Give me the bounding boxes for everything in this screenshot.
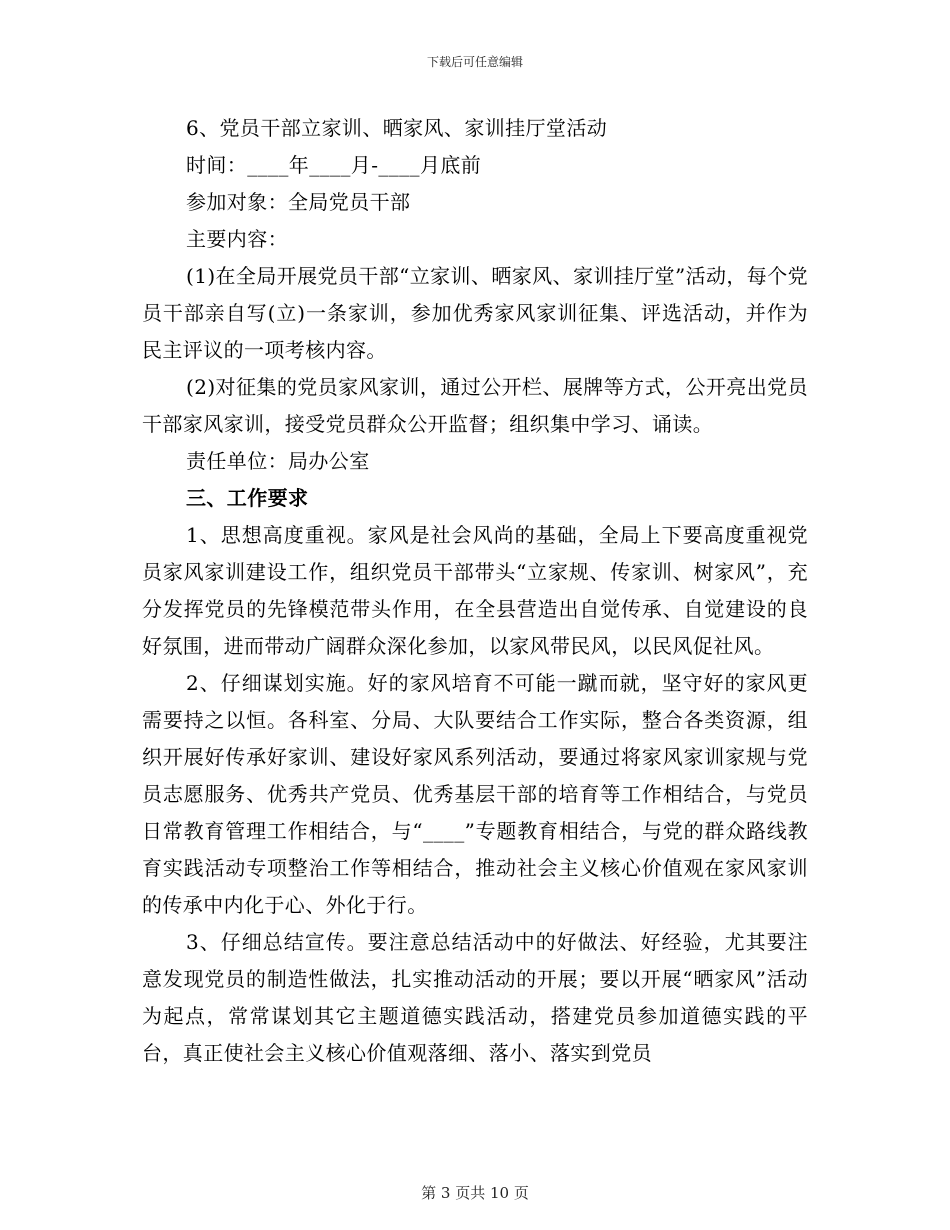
paragraph-participants: 参加对象：全局党员干部 xyxy=(186,190,411,214)
paragraph-content-item-1: (1)在全局开展党员干部“立家训、晒家风、家训挂厅堂”活动，每个党员干部亲自写(立)一条家训，参加优秀家风家训征集、评选活动，并作为民主评议的一项考核内容。 xyxy=(142,264,808,362)
paragraph-content-item-2: (2)对征集的党员家风家训，通过公开栏、展牌等方式，公开亮出党员干部家风家训，接受党员群众公开监督；组织集中学习、诵读。 xyxy=(142,375,808,436)
paragraph-responsible-unit: 责任单位：局办公室 xyxy=(186,449,370,473)
page-header-note: 下载后可任意编辑 xyxy=(426,55,523,69)
section-heading-work-requirements: 三、工作要求 xyxy=(186,486,309,510)
paragraph-time: 时间：____年____月-____月底前 xyxy=(186,153,482,177)
paragraph-activity-title: 6、党员干部立家训、晒家风、家训挂厅堂活动 xyxy=(186,116,608,140)
paragraph-requirement-2: 2、仔细谋划实施。好的家风培育不可能一蹴而就，坚守好的家风更需要持之以恒。各科室、分局、大队要结合工作实际，整合各类资源，组织开展好传承好家训、建设好家风系列活动，要通过将家风家训家规与党员志愿服务、优秀共产党员、优秀基层干部的培育等工作相结合，与党员日常教育管理工作相结合，与“____”专题教育相结合，与党的群众路线教育实践活动专项整治工作等相结合，推动社会主义核心价值观在家风家训的传承中内化于心、外化于行。 xyxy=(142,671,808,917)
page-footer-page-number: 第 3 页共 10 页 xyxy=(421,1184,529,1202)
document-body xyxy=(142,110,808,1072)
paragraph-requirement-1: 1、思想高度重视。家风是社会风尚的基础，全局上下要高度重视党员家风家训建设工作，组织党员干部带头“立家规、传家训、树家风”，充分发挥党员的先锋模范带头作用，在全县营造出自觉传承、自觉建设的良好氛围，进而带动广阔群众深化参加，以家风带民风，以民风促社风。 xyxy=(142,523,808,658)
paragraph-requirement-3: 3、仔细总结宣传。要注意总结活动中的好做法、好经验，尤其要注意发现党员的制造性做法，扎实推动活动的开展；要以开展“晒家风”活动为起点，常常谋划其它主题道德实践活动，搭建党员参加道德实践的平台，真正使社会主义核心价值观落细、落小、落实到党员 xyxy=(142,930,808,1065)
paragraph-main-content-label: 主要内容： xyxy=(186,227,288,251)
